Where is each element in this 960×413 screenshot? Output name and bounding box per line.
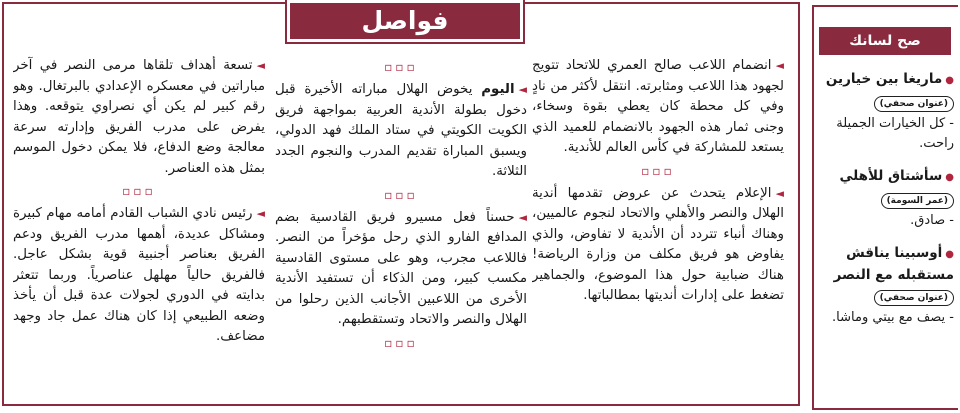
source-badge: (عنوان صحفي)	[874, 290, 954, 306]
divider: ▫▫▫	[384, 187, 418, 202]
column-left	[13, 56, 265, 396]
bullet-icon: ◄	[775, 59, 784, 72]
bullet-icon: ●	[945, 249, 954, 260]
sidebar-title: صح لسانك	[819, 27, 951, 55]
sidebar-item-quote: - صادق.	[910, 213, 954, 228]
bullet-icon: ◄	[518, 210, 527, 224]
bullet-icon: ●	[945, 75, 954, 86]
sidebar-items	[820, 69, 954, 340]
sidebar-item-name: ●أوسبينا يناقش مستقبله مع النصر	[833, 245, 954, 283]
divider: ▫▫▫	[122, 184, 156, 198]
sidebar-item-name: ●ماريغا بين خيارين	[825, 71, 954, 87]
bullet-icon: ◄	[775, 186, 784, 200]
source-badge: (عنوان صحفي)	[874, 96, 954, 112]
sidebar	[812, 5, 958, 410]
paragraph	[532, 56, 784, 159]
paragraph-text: يخوض الهلال مباراته الأخيرة قبل دخول بطولة الأندية العربية بمواجهة فريق الكويت الكويتي في ستاد الملك فهد الدولي، ويسبق المباراة تقديم المدرب والنجوم الجدد الثلاثة.	[275, 82, 527, 179]
paragraph	[532, 184, 784, 307]
divider: ▫▫▫	[384, 335, 418, 350]
source-badge: (عمر السومة)	[881, 193, 954, 209]
divider: ▫▫▫	[384, 60, 418, 74]
sidebar-item	[820, 166, 954, 231]
divider: ▫▫▫	[641, 163, 675, 178]
paragraph-text: انضمام اللاعب صالح العمري للاتحاد تتويج لجهود هذا اللاعب ومثابرته. انتقل لأكثر من نادٍ وفي كل محطة كان يعطي بقوة وسخاء، وجنى ثمار هذه الجهود بالانضمام للعميد الذي يستعد للمشاركة في كأس العالم للأندية.	[532, 58, 784, 155]
paragraph	[13, 56, 265, 179]
sidebar-item-quote: - كل الخيارات الجميلة راحت.	[836, 116, 954, 151]
bullet-icon: ◄	[518, 83, 527, 96]
paragraph-text: رئيس نادي الشباب القادم أمامه مهام كبيرة ومشاكل عديدة، أهمها مدرب الفريق ودعم الفريق بعناصر أجنبية قوية بشكل عاجل. فالفريق حالياً مهلهل عناصرياً. وربما تتعثر بدايته في الدوري لجولات عدة قبل أن يأخذ وضعه الطبيعي إذا كان هناك عمل جاد وجهد مضاعف.	[13, 206, 265, 344]
paragraph-lead: اليوم	[481, 82, 515, 97]
paragraph-text: تسعة أهداف تلقاها مرمى النصر في آخر مباراتين في معسكره الإعدادي بالبرتغال. وهو رقم كبير لم يكن أي نصراوي يتوقعه. وهذا يفرض على مدرب الفريق وإدارته سرعة معالجة وضع الدفاع، فلا يمكن دخول الموسم بمثل هذه العناصر.	[13, 58, 265, 176]
paragraph	[13, 204, 265, 348]
paragraph	[275, 208, 527, 331]
paragraph-text: حسناً فعل مسيرو فريق القادسية بضم المدافع الفارو الذي رحل مؤخراً من النصر. فاللاعب مجرب، وهو على مستوى القادسية مكسب كبير، ومن الذكاء أن تستفيد الأندية الأخرى من اللاعبين الأجانب الذين رحلوا من الهلال والنصر والاتحاد وتستقطبهم.	[275, 209, 527, 327]
section-title: فواصل	[287, 0, 523, 42]
sidebar-item	[820, 243, 954, 328]
paragraph-text: الإعلام يتحدث عن عروض تقدمها أندية الهلال والنصر والأهلي والاتحاد لنجوم عالميين، وهناك أنباء تتردد أن الأندية لا تفاوض، والذي يفاوض هو فريق مكلف من وزارة الرياضة! هناك ضبابية حول هذا الموضوع، والجماهير تضغط على إدارات أنديتها بمطالباتها.	[532, 185, 784, 303]
sidebar-item-quote: - يصف مع بيتي وماشا.	[832, 310, 954, 325]
bullet-icon: ◄	[256, 59, 265, 72]
column-right	[532, 56, 784, 396]
paragraph	[275, 80, 527, 183]
sidebar-item	[820, 69, 954, 154]
bullet-icon: ●	[945, 172, 954, 183]
column-middle	[275, 56, 527, 396]
bullet-icon: ◄	[256, 207, 265, 220]
sidebar-item-name: ●سأشتاق للأهلي	[839, 168, 954, 184]
